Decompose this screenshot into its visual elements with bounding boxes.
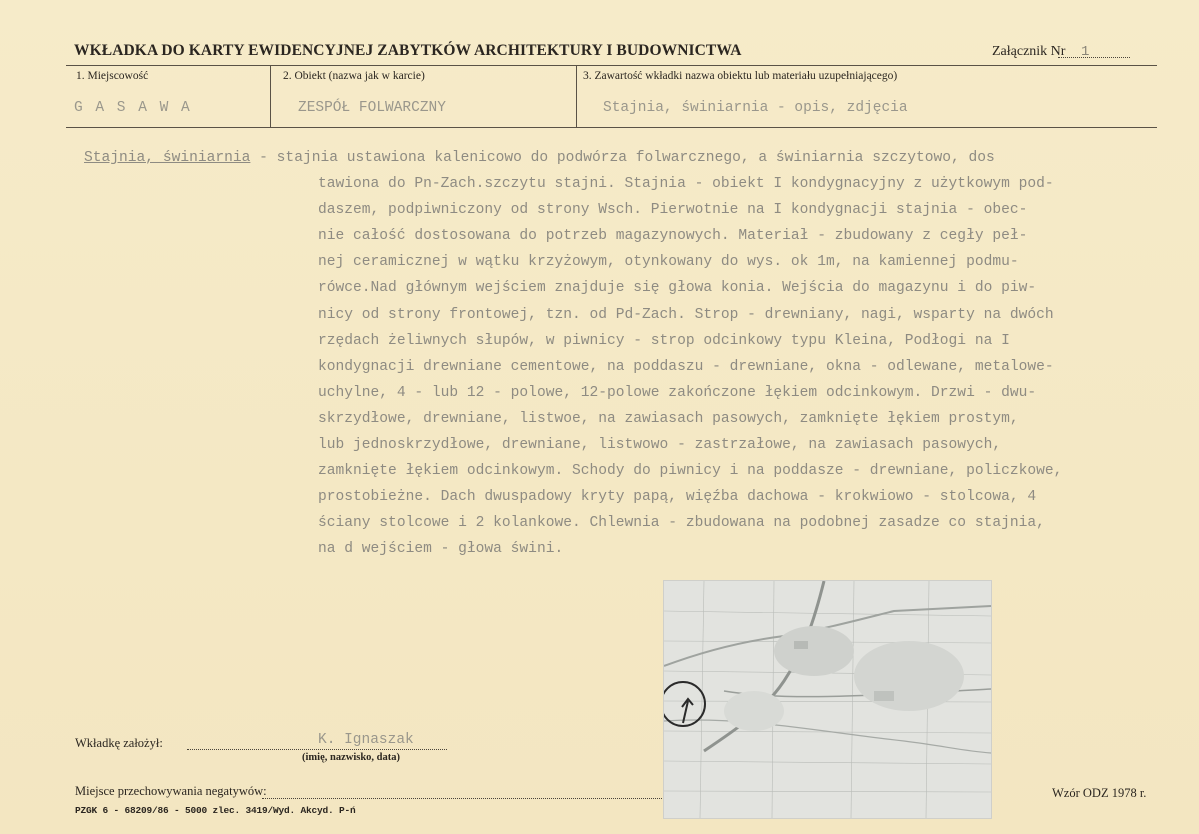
description-line: skrzydłowe, drewniane, listwoe, na zawiasach pasowych, zamknięte łękiem prostym,	[318, 410, 1019, 427]
description-line: rówce.Nad głównym wejściem znajduje się głowa konia. Wejścia do magazynu i do piw-	[318, 280, 1037, 297]
negatives-label: Miejsce przechowywania negatywów:	[75, 784, 267, 798]
header-bottom-rule	[66, 127, 1157, 128]
description-line: nicy od strony frontowej, tzn. od Pd-Zach. Strop - drewniany, nagi, wsparty na dwóch	[318, 306, 1054, 323]
description-line: tawiona do Pn-Zach.szczytu stajni. Stajnia - obiekt I kondygnacyjny z użytkowym pod-	[318, 176, 1054, 192]
annex-label: Załącznik Nr	[992, 44, 1066, 59]
author-signature: K. Ignaszak	[318, 732, 414, 748]
description-line: nej ceramicznej w wątku krzyżowym, otynkowany do wys. ok 1m, na kamiennej podmu-	[318, 254, 1019, 271]
form-title: WKŁADKA DO KARTY EWIDENCYJNEJ ZABYTKÓW ARCHITEKTURY I BUDOWNICTWA	[74, 42, 742, 59]
object-value: ZESPÓŁ FOLWARCZNY	[298, 100, 446, 116]
locality-value: G A S A W A	[74, 100, 192, 116]
map-drawing	[664, 581, 991, 818]
description-line: uchylne, 4 - lub 12 - polowe, 12-polowe zakończone łękiem odcinkowym. Drzwi - dwu-	[318, 384, 1037, 401]
description-line: na d wejściem - głowa świni.	[318, 541, 564, 558]
locality-label: 1. Miejscowość	[76, 70, 149, 82]
annex-number: 1	[1080, 44, 1090, 60]
header-divider-2	[576, 65, 577, 127]
negatives-dotted-line	[262, 784, 662, 799]
description-line: daszem, podpiwniczony od strony Wsch. Pierwotnie na I kondygnacji stajnia - obec-	[318, 202, 1028, 219]
description-subject: Stajnia, świniarnia	[84, 150, 251, 166]
description-line: lub jednoskrzydłowe, drewniane, listwowo - zastrzałowe, na zawiasach pasowych,	[318, 437, 1002, 453]
header-divider-1	[270, 65, 271, 127]
description-line: ściany stolcowe i 2 kolankowe. Chlewnia - zbudowana na podobnej zasadze co stajnia,	[318, 515, 1045, 532]
contents-value: Stajnia, świniarnia - opis, zdjęcia	[603, 100, 908, 116]
object-label: 2. Obiekt (nazwa jak w karcie)	[283, 70, 425, 82]
description-line: kondygnacji drewniane cementowe, na poddaszu - drewniane, okna - odlewane, metalowe-	[318, 358, 1054, 375]
annex-dotted-line	[1058, 57, 1130, 58]
annex-label-group	[992, 44, 1089, 60]
description-first-line: - stajnia ustawiona kalenicowo do podwórza folwarcznego, a świniarnia szczytowo, dos	[250, 150, 995, 166]
description-line: zamknięte łękiem odcinkowym. Schody do piwnicy i na poddasze - drewniane, policzkowe,	[318, 463, 1063, 480]
author-label: Wkładkę założył:	[75, 736, 163, 750]
location-map-image	[663, 580, 992, 819]
description-line: prostobieżne. Dach dwuspadowy kryty papą, więźba dachowa - krokwiowo - stolcowa, 4	[318, 489, 1037, 506]
description-line: rzędach żeliwnych słupów, w piwnicy - strop odcinkowy typu Kleina, Podłogi na I	[318, 332, 1010, 349]
contents-label: 3. Zawartość wkładki nazwa obiektu lub materiału uzupełniającego)	[583, 70, 898, 82]
form-model: Wzór ODZ 1978 r.	[1052, 786, 1147, 800]
description-line: nie całość dostosowana do potrzeb magazynowych. Materiał - zbudowany z cegły peł-	[318, 228, 1028, 245]
description-lead	[84, 150, 995, 166]
print-info: PZGK 6 - 68209/86 - 5000 zlec. 3419/Wyd. Akcyd. P-ń	[75, 805, 356, 816]
author-caption: (imię, nazwisko, data)	[302, 752, 400, 763]
header-top-rule	[66, 65, 1157, 66]
